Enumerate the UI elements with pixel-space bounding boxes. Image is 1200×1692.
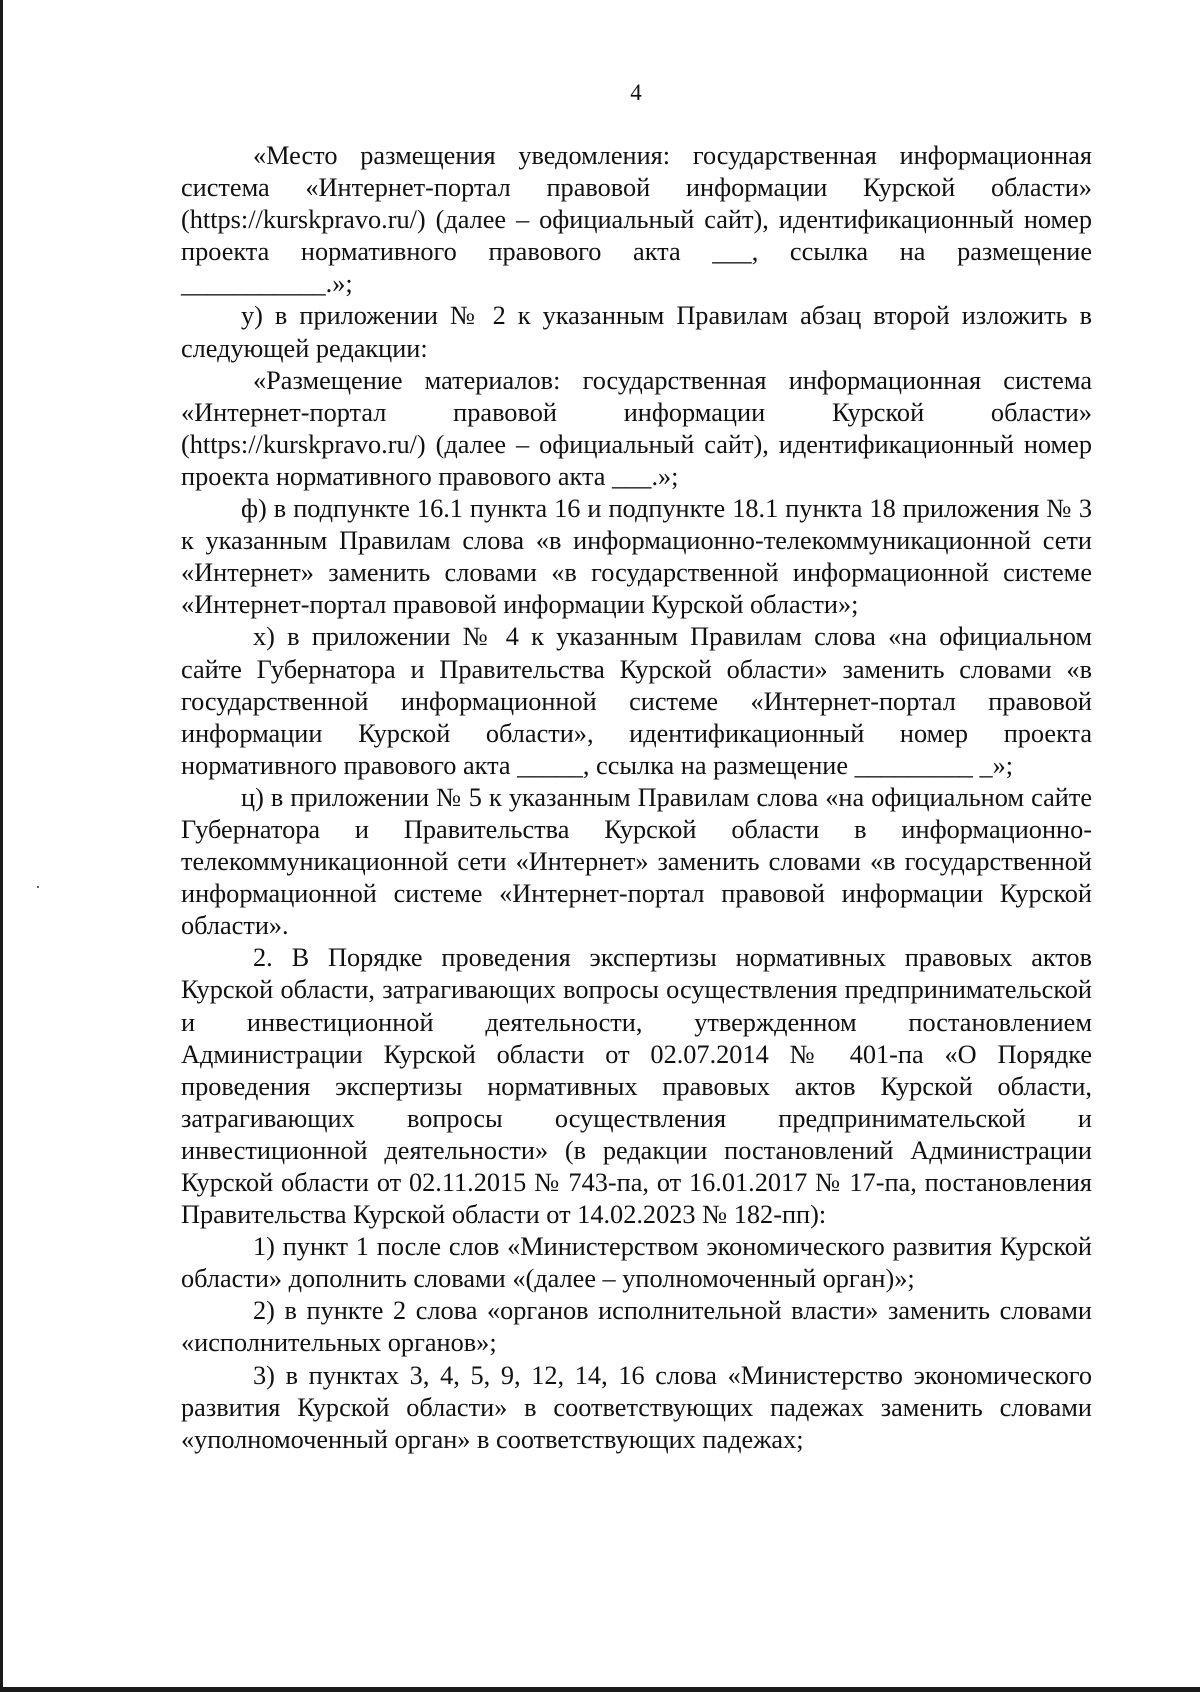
paragraph-subitem-3: 3) в пунктах 3, 4, 5, 9, 12, 14, 16 слова «Министерство экономического развития Курской области» в соответствующих падежах заменить словами «уполномоченный орган» в соответствующих падежах; [181,1360,1092,1454]
scan-edge-bottom [0,1687,1200,1692]
paragraph-notice-placement: «Место размещения уведомления: государственная информационная система «Интернет-портал правовой информации Курской области» (https://kurskpravo.ru/) (далее – официальный сайт), идентификационный номер проекта нормативного правового акта ___, ссылка на размещение ___________.»; [181,141,1092,299]
paragraph-subitem-1: 1) пункт 1 после слов «Министерством экономического развития Курской области» дополнить словами «(далее – уполномоченный орган)»; [181,1232,1092,1294]
paragraph-item-u: у) в приложении № 2 к указанным Правилам абзац второй изложить в следующей редакции: [181,301,1092,363]
scan-edge-left [0,0,3,1692]
paragraph-item-ts: ц) в приложении № 5 к указанным Правилам слова «на официальном сайте Губернатора и Правительства Курской области в информационно-телекоммуникационной сети «Интернет» заменить словами «в государственной информационной системе «Интернет-портал правовой информации Курской области». [181,782,1092,941]
paragraph-materials-placement: «Размещение материалов: государственная информационная система «Интернет-портал правовой информации Курской области» (https://kurskpravo.ru/) (далее – официальный сайт), идентификационный номер проекта нормативного правового акта ___.»; [181,365,1092,491]
paragraph-item-f: ф) в подпункте 16.1 пункта 16 и подпункте 18.1 пункта 18 приложения № 3 к указанным Правилам слова «в информационно-телекоммуникационной сети «Интернет» заменить словами «в государственной информационной системе «Интернет-портал правовой информации Курской области»; [181,494,1092,620]
scan-speck [37,886,39,888]
paragraph-item-h: х) в приложении № 4 к указанным Правилам слова «на официальном сайте Губернатора и Правительства Курской области» заменить словами «в государственной информационной системе «Интернет-портал правовой информации Курской области», идентификационный номер проекта нормативного правового акта _____, ссылка на размещение _________ _»; [181,622,1092,780]
page-number: 4 [630,80,642,105]
paragraph-subitem-2: 2) в пункте 2 слова «органов исполнительной власти» заменить словами «исполнительных органов»; [181,1296,1092,1358]
document-body [181,140,1092,1456]
paragraph-section-2: 2. В Порядке проведения экспертизы нормативных правовых актов Курской области, затрагивающих вопросы осуществления предпринимательской и инвестиционной деятельности, утвержденном постановлением Администрации Курской области от 02.07.2014 № 401-па «О Порядке проведения экспертизы нормативных правовых актов Курской области, затрагивающих вопросы осуществления предпринимательской и инвестиционной деятельности» (в редакции постановлений Администрации Курской области от 02.11.2015 № 743-па, от 16.01.2017 № 17-па, постановления Правительства Курской области от 14.02.2023 № 182-пп): [181,943,1092,1230]
